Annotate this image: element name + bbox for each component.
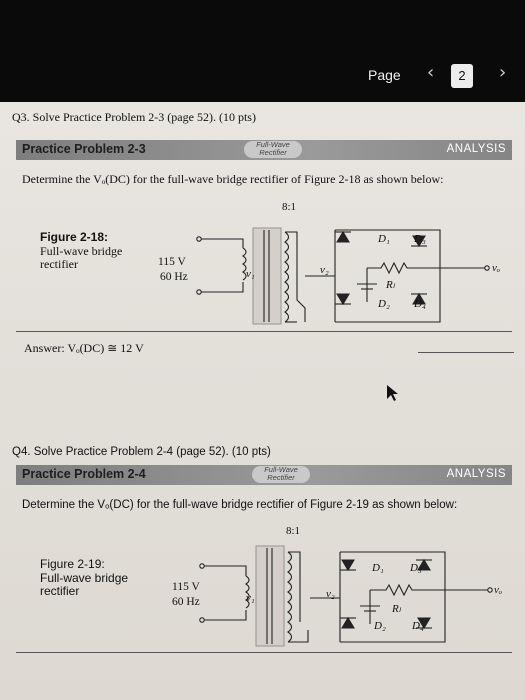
label-d3: D₃	[414, 233, 426, 245]
label-d3: D₃	[410, 562, 422, 574]
turns-ratio: 8:1	[286, 525, 301, 537]
label-d2: D₂	[378, 298, 390, 310]
practice-problem-2-4-banner	[16, 465, 512, 485]
label-v1: v₁	[246, 268, 255, 280]
figure-caption-desc: Full-wave bridge rectifier	[40, 571, 129, 598]
label-d4: D₄	[414, 298, 426, 310]
question-3-heading: Q3. Solve Practice Problem 2-3 (page 52). (10 pts)	[12, 110, 256, 124]
question-4-heading: Q4. Solve Practice Problem 2-4 (page 52). (10 pts)	[12, 446, 271, 458]
label-d1: D₁	[372, 562, 384, 574]
figure-caption-title: Figure 2-18:	[40, 230, 109, 244]
problem-prompt: Determine the Vₒ(DC) for the full-wave bridge rectifier of Figure 2-18 as shown below:	[22, 172, 444, 186]
source-frequency: 60 Hz	[172, 596, 200, 608]
page-label: Page	[368, 67, 401, 83]
mouse-pointer-icon	[385, 384, 399, 402]
turns-ratio: 8:1	[282, 201, 297, 213]
label-d4: D₄	[412, 620, 424, 632]
viewer-toolbar	[0, 0, 525, 102]
answer-text: Answer: Vₒ(DC) ≅ 12 V	[24, 341, 144, 355]
analysis-label: ANALYSIS	[446, 468, 506, 480]
source-voltage: 115 V	[158, 256, 186, 268]
bridge-rectifier-schematic-2-18	[185, 212, 505, 328]
problem-prompt: Determine the Vₒ(DC) for the full-wave bridge rectifier of Figure 2-19 as shown below:	[22, 499, 458, 511]
figure-caption-desc: Full-wave bridge rectifier	[40, 244, 123, 271]
badge-full-wave: Full-Wave Rectifier	[252, 466, 310, 483]
divider	[16, 652, 512, 653]
banner-title: Practice Problem 2-4	[22, 467, 146, 481]
chevron-right-icon[interactable]: ›	[499, 62, 507, 83]
divider	[418, 352, 514, 353]
label-d2: D₂	[374, 620, 386, 632]
label-rl: Rₗ	[392, 603, 401, 615]
practice-problem-2-3-banner	[16, 140, 512, 160]
badge-full-wave: Full-Wave Rectifier	[244, 141, 302, 158]
label-rl: Rₗ	[386, 279, 395, 291]
label-v2: v₂	[326, 588, 335, 600]
label-vo: vₒ	[492, 262, 501, 274]
page-number-box[interactable]: 2	[451, 64, 473, 88]
label-vo: vₒ	[494, 584, 503, 596]
label-v2: v₂	[320, 264, 329, 276]
figure-caption-title: Figure 2-19:	[40, 557, 105, 571]
bridge-rectifier-schematic-2-19	[190, 538, 508, 650]
source-frequency: 60 Hz	[160, 271, 188, 283]
chevron-left-icon[interactable]: ‹	[427, 62, 435, 83]
analysis-label: ANALYSIS	[446, 143, 506, 155]
label-v1: v₁	[246, 592, 255, 604]
banner-title: Practice Problem 2-3	[22, 142, 146, 156]
label-d1: D₁	[378, 233, 390, 245]
divider	[16, 331, 512, 332]
source-voltage: 115 V	[172, 581, 200, 593]
